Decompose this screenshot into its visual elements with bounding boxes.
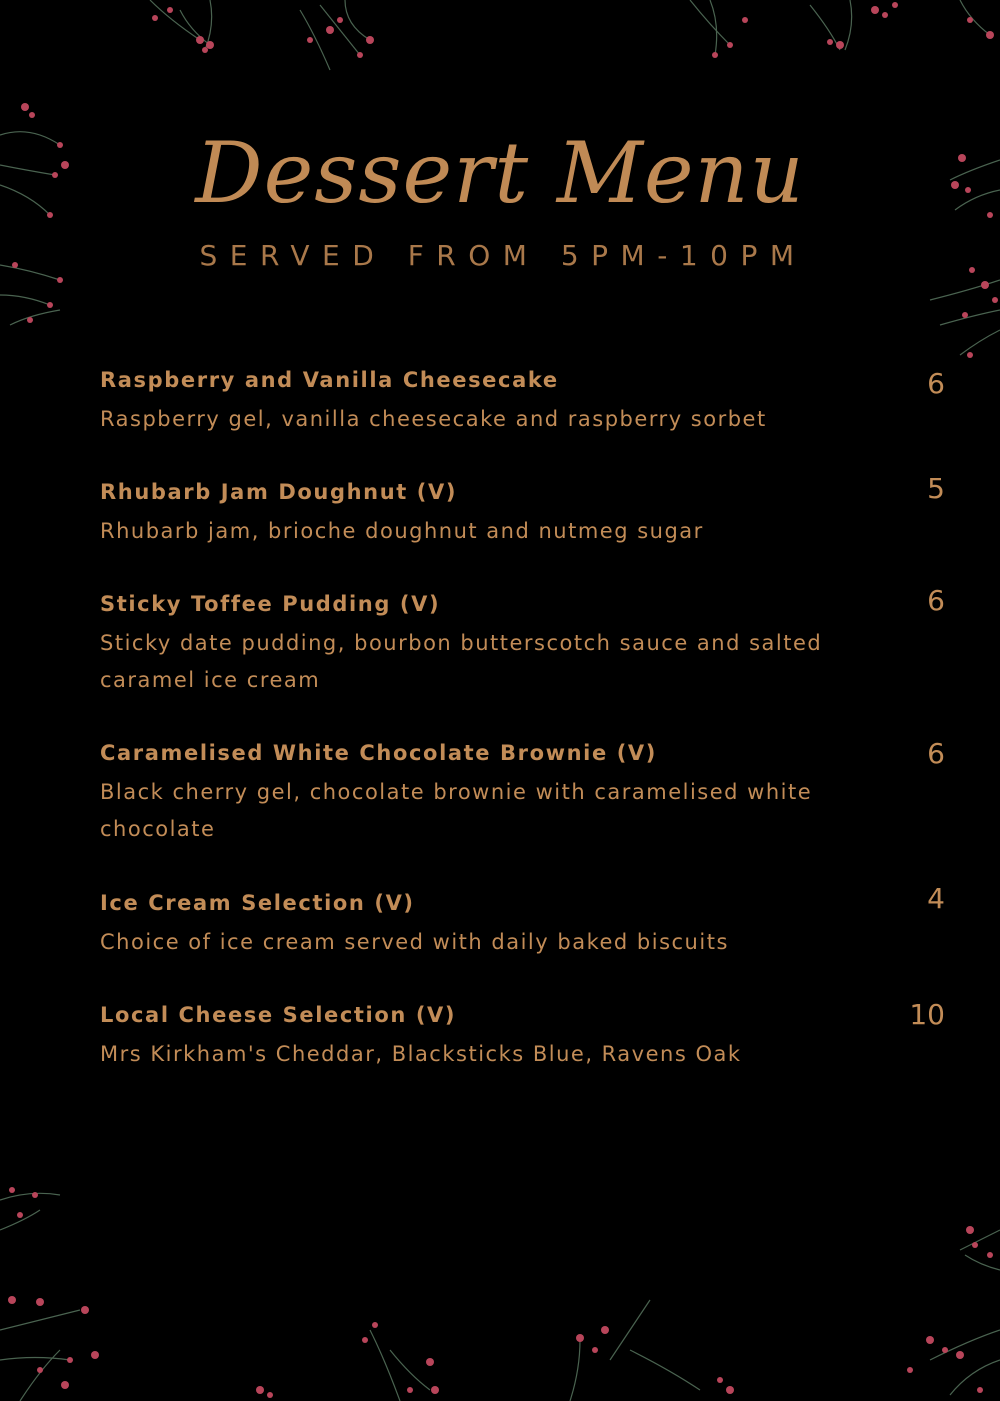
menu-item-name: Rhubarb Jam Doughnut (V) (100, 480, 458, 504)
menu-item-price: 4 (927, 882, 945, 915)
floral-decoration-bottom-left (0, 1170, 110, 1401)
floral-decoration-bottom-right (890, 1210, 1000, 1401)
menu-item (100, 365, 960, 438)
menu-item-price: 6 (927, 367, 945, 400)
menu-item-price: 10 (909, 998, 945, 1031)
menu-item-description: Sticky date pudding, bourbon butterscotch sauce and salted caramel ice cream (100, 631, 823, 692)
menu-item-name: Local Cheese Selection (V) (100, 1003, 457, 1027)
menu-item (100, 738, 960, 848)
page-title: Dessert Menu (195, 124, 805, 222)
floral-decoration-top-left (130, 0, 400, 80)
menu-item-name: Ice Cream Selection (V) (100, 891, 415, 915)
menu-item-description: Raspberry gel, vanilla cheesecake and raspberry sorbet (100, 407, 767, 431)
menu-item (100, 888, 960, 961)
menu-item-description: Mrs Kirkham's Cheddar, Blacksticks Blue, Ravens Oak (100, 1042, 742, 1066)
menu-item (100, 1000, 960, 1073)
floral-decoration-top-right (670, 0, 1000, 80)
menu-item-name: Sticky Toffee Pudding (V) (100, 592, 441, 616)
menu-item-price: 6 (927, 584, 945, 617)
page-subtitle: SERVED FROM 5PM-10PM (199, 239, 807, 272)
menu-item-name: Raspberry and Vanilla Cheesecake (100, 368, 559, 392)
menu-item-name: Caramelised White Chocolate Brownie (V) (100, 741, 657, 765)
menu-item-description: Black cherry gel, chocolate brownie with caramelised white chocolate (100, 780, 813, 841)
menu-item-description: Choice of ice cream served with daily baked biscuits (100, 930, 729, 954)
menu-item (100, 477, 960, 550)
floral-decoration-bottom-center (250, 1290, 770, 1401)
menu-item-price: 6 (927, 737, 945, 770)
menu-item-description: Rhubarb jam, brioche doughnut and nutmeg sugar (100, 519, 704, 543)
menu-item-price: 5 (927, 472, 945, 505)
menu-item (100, 589, 960, 699)
